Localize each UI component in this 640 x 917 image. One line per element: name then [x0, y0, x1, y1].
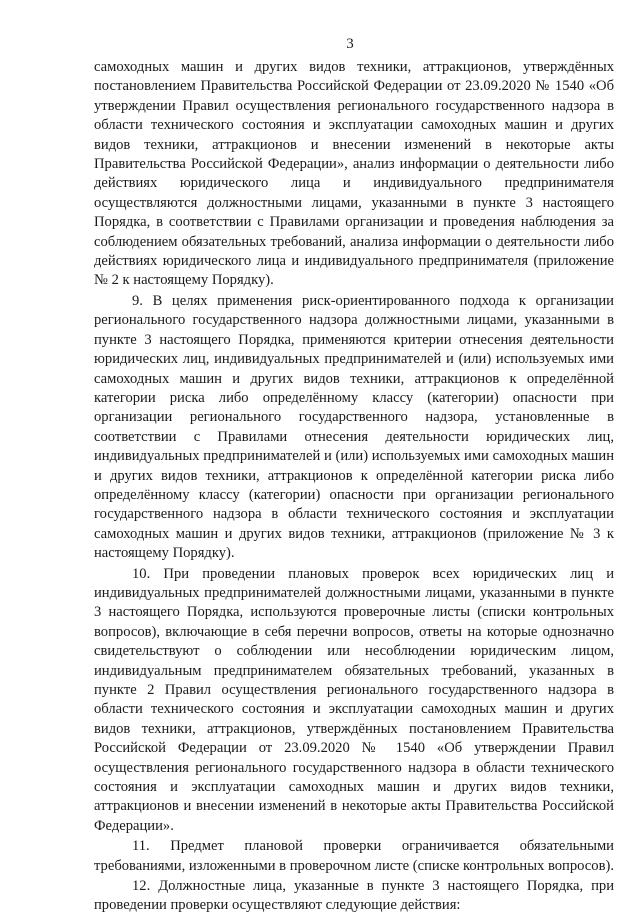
paragraph-item-10: 10. При проведении плановых проверок всех юридических лиц и индивидуальных предпринимателей должностными лицами, указанными в пункте 3 настоящего Порядка, используются проверочные листы (списки контрольных вопросов), включающие в себя перечни вопросов, ответы на которые однозначно свидетельствуют о соблюдении или несоблюдении юридическим лицом, индивидуальным предпринимателем обязательных требований, указанных в пункте 2 Правил осуществления регионального государственного надзора в области технического состояния и эксплуатации самоходных машин и других видов техники, аттракционов, утверждённых постановлением Правительства Российской Федерации от 23.09.2020 № 1540 «Об утверждении Правил осуществления регионального государственного надзора в области технического состояния и эксплуатации самоходных машин и других видов техники, аттракционов и внесении изменений в некоторые акты Правительства Российской Федерации». — [94, 565, 614, 834]
document-body — [94, 58, 614, 917]
paragraph-continuation: самоходных машин и других видов техники, аттракционов, утверждённых постановлением Правительства Российской Федерации от 23.09.2020 № 1540 «Об утверждении Правил осуществления регионального государственного надзора в области технического состояния и эксплуатации самоходных машин и других видов техники, аттракционов и внесении изменений в некоторые акты Правительства Российской Федерации», анализ информации о деятельности либо действиях юридического лица и индивидуального предпринимателя осуществляются должностными лицами, указанными в пункте 3 настоящего Порядка, в соответствии с Правилами организации и проведения наблюдения за соблюдением обязательных требований, анализа информации о деятельности либо действиях юридического лица и индивидуального предпринимателя (приложение № 2 к настоящему Порядку). — [94, 59, 614, 289]
paragraph-item-9: 9. В целях применения риск-ориентированного подхода к организации регионального государственного надзора должностными лицами, указанными в пункте 3 настоящего Порядка, применяются критерии отнесения деятельности юридических лиц, индивидуальных предпринимателей и (или) используемых ими самоходных машин и других видов техники, аттракционов к определённой категории риска либо определённому классу (категории) опасности при организации регионального государственного надзора, установленные в соответствии с Правилами отнесения деятельности юридических лиц, индивидуальных предпринимателей и (или) используемых ими самоходных машин и других видов техники, аттракционов к определённой категории риска либо определённому классу (категории) опасности при организации регионального государственного надзора в области технического состояния и эксплуатации самоходных машин и других видов техники, аттракционов (приложение № 3 к настоящему Порядку). — [94, 292, 614, 562]
paragraph-item-12: 12. Должностные лица, указанные в пункте 3 настоящего Порядка, при проведении проверки осуществляют следующие действия: — [94, 878, 614, 914]
paragraph-item-11: 11. Предмет плановой проверки ограничивается обязательными требованиями, изложенными в проверочном листе (списке контрольных вопросов). — [94, 838, 614, 874]
page-number: 3 — [346, 36, 354, 52]
